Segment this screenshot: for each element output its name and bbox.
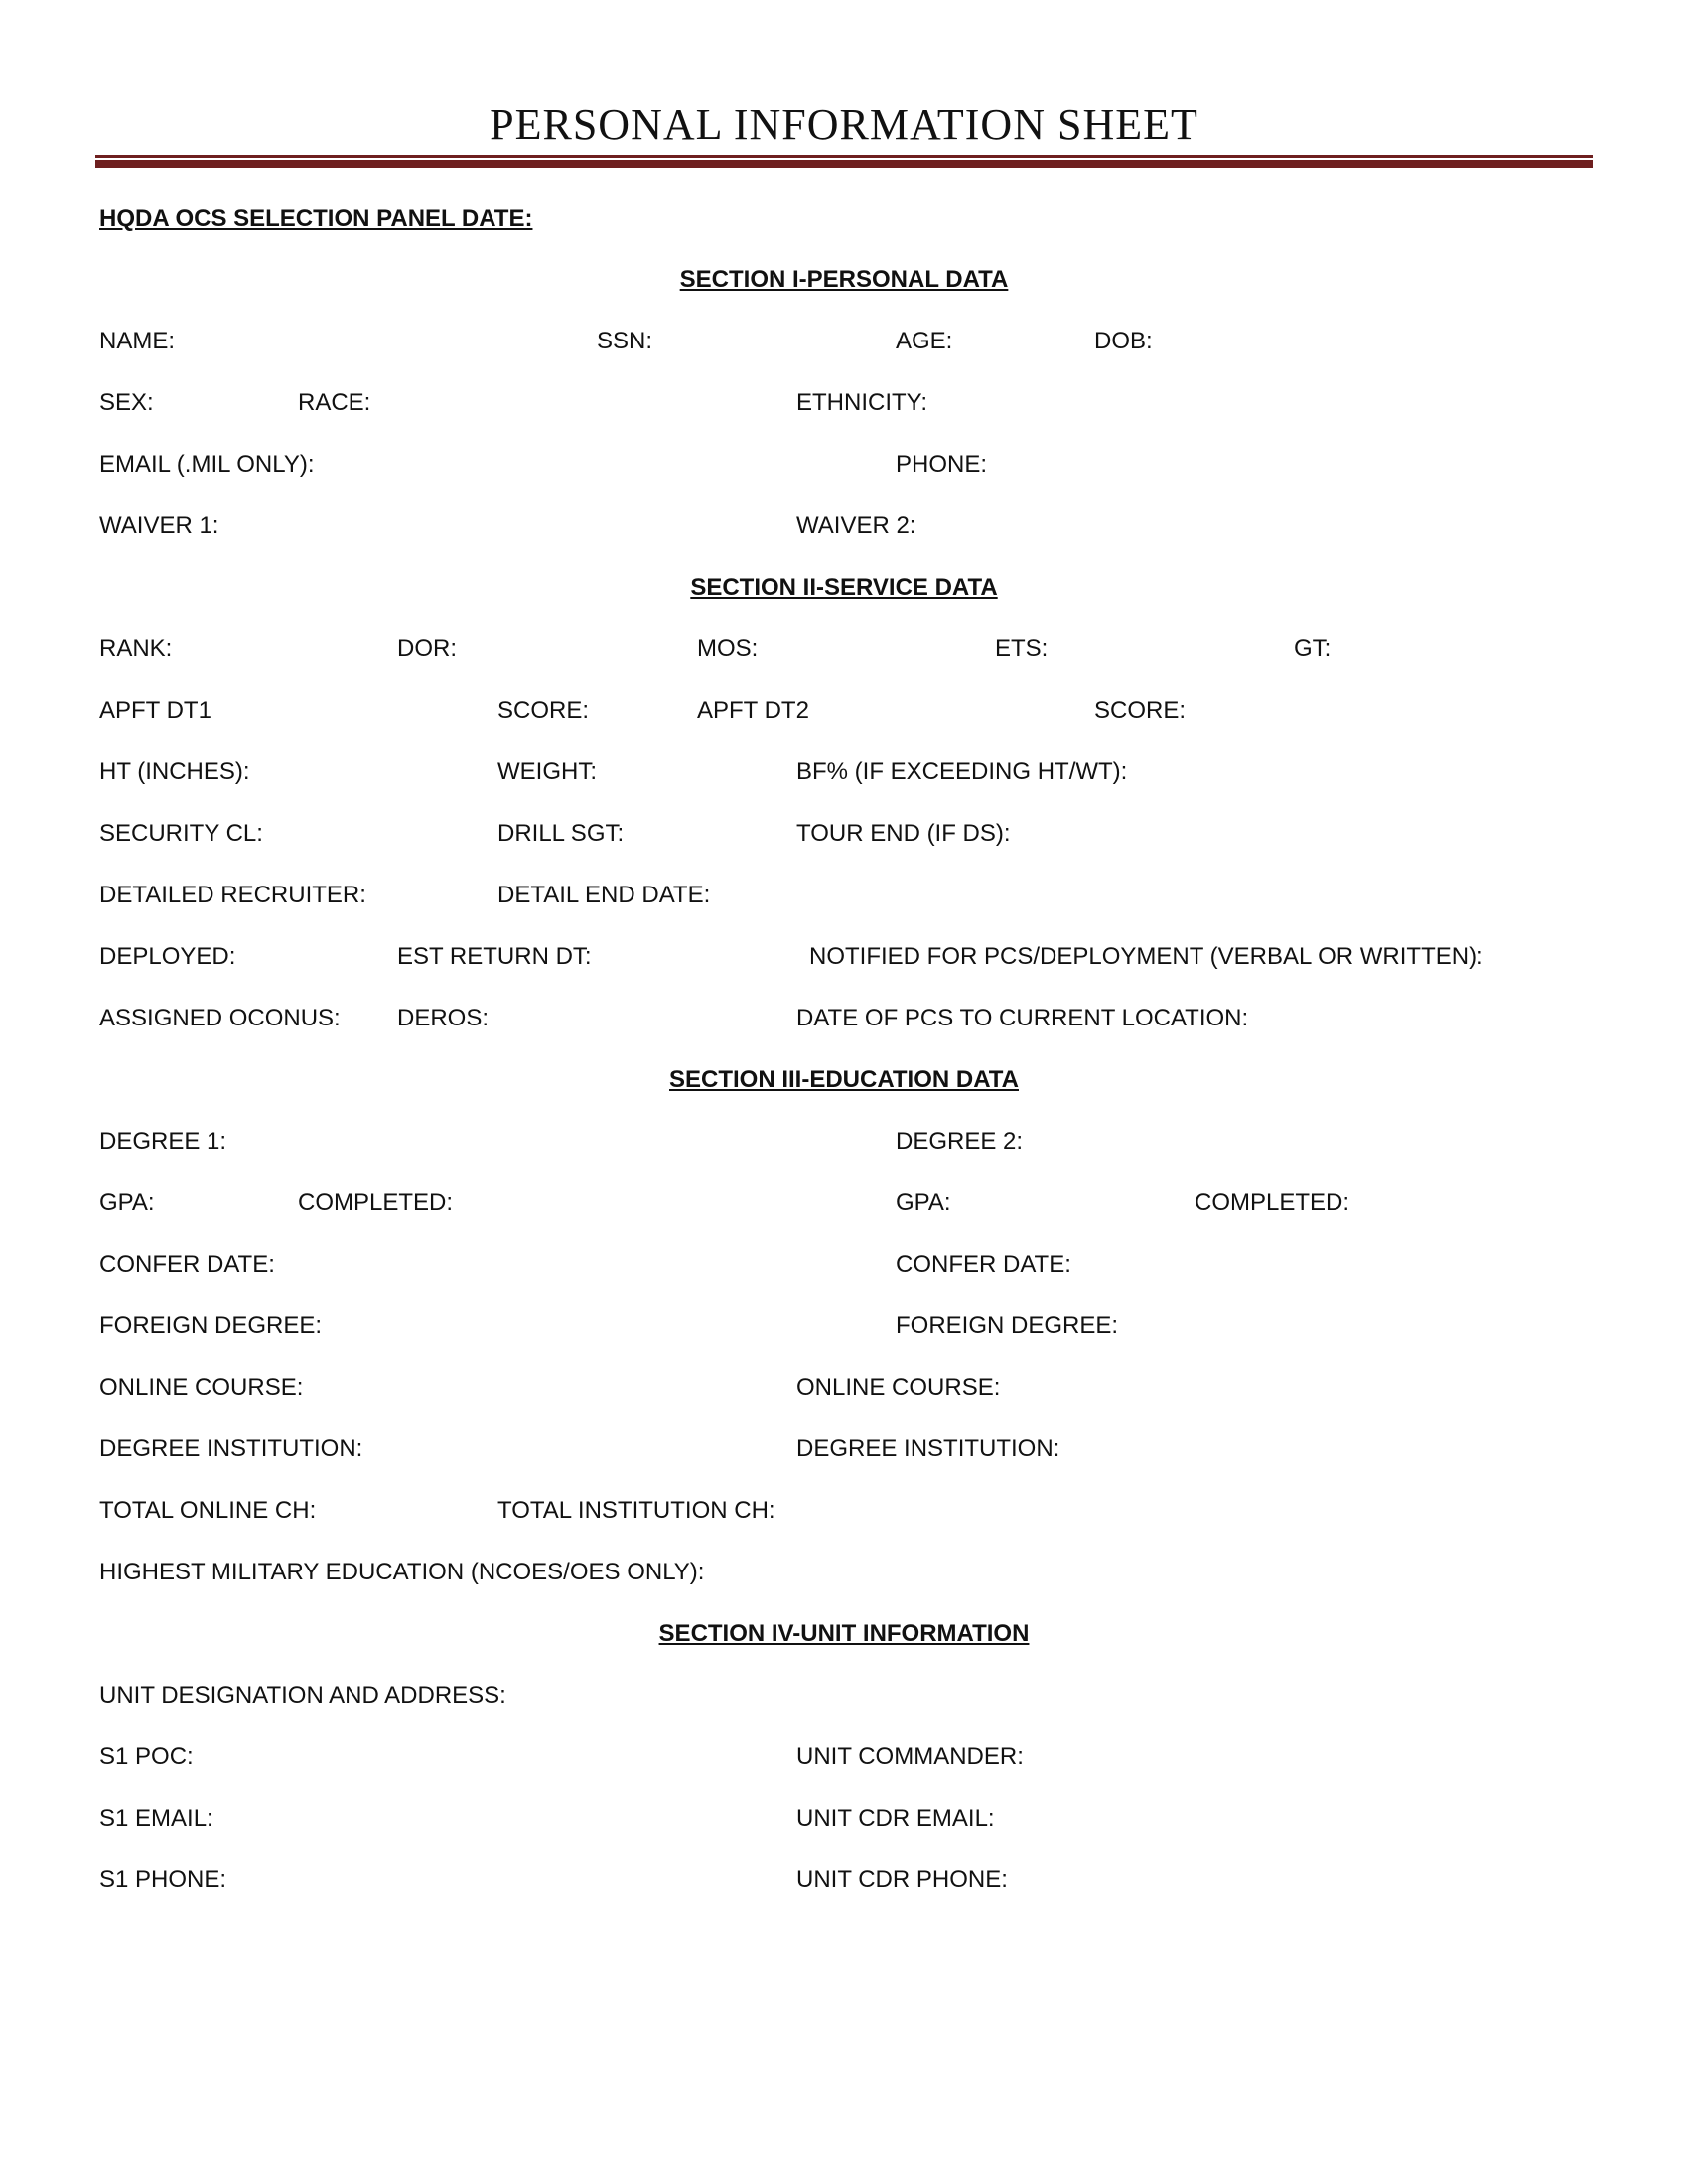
gpa1-label: GPA:: [99, 1189, 155, 1216]
ethnicity-label: ETHNICITY:: [796, 389, 928, 416]
drill-sgt-label: DRILL SGT:: [497, 820, 625, 847]
race-label: RACE:: [298, 389, 371, 416]
mos-label: MOS:: [697, 635, 759, 662]
deros-label: DEROS:: [397, 1005, 490, 1031]
deployed-label: DEPLOYED:: [99, 943, 236, 970]
s1-email-label: S1 EMAIL:: [99, 1805, 213, 1832]
military-education-label: HIGHEST MILITARY EDUCATION (NCOES/OES ONLY):: [99, 1559, 705, 1585]
apft2-label: APFT DT2: [697, 697, 809, 724]
degree2-label: DEGREE 2:: [896, 1128, 1024, 1155]
email-label: EMAIL (.MIL ONLY):: [99, 451, 315, 478]
score2-label: SCORE:: [1094, 697, 1187, 724]
notified-pcs-label: NOTIFIED FOR PCS/DEPLOYMENT (VERBAL OR WRITTEN):: [809, 943, 1483, 970]
tour-end-label: TOUR END (IF DS):: [796, 820, 1011, 847]
title-rule-thin: [95, 155, 1593, 158]
security-clearance-label: SECURITY CL:: [99, 820, 263, 847]
online-course1-label: ONLINE COURSE:: [99, 1374, 304, 1401]
height-label: HT (INCHES):: [99, 758, 250, 785]
total-institution-ch-label: TOTAL INSTITUTION CH:: [497, 1497, 775, 1524]
confer-date2-label: CONFER DATE:: [896, 1251, 1071, 1278]
foreign-degree2-label: FOREIGN DEGREE:: [896, 1312, 1119, 1339]
s1-poc-label: S1 POC:: [99, 1743, 194, 1770]
completed1-label: COMPLETED:: [298, 1189, 454, 1216]
gt-label: GT:: [1294, 635, 1332, 662]
dor-label: DOR:: [397, 635, 457, 662]
unit-commander-label: UNIT COMMANDER:: [796, 1743, 1024, 1770]
completed2-label: COMPLETED:: [1195, 1189, 1350, 1216]
degree-institution1-label: DEGREE INSTITUTION:: [99, 1435, 363, 1462]
confer-date1-label: CONFER DATE:: [99, 1251, 275, 1278]
pcs-date-label: DATE OF PCS TO CURRENT LOCATION:: [796, 1005, 1249, 1031]
waiver2-label: WAIVER 2:: [796, 512, 916, 539]
assigned-oconus-label: ASSIGNED OCONUS:: [99, 1005, 341, 1031]
unit-cdr-email-label: UNIT CDR EMAIL:: [796, 1805, 995, 1832]
bodyfat-label: BF% (IF EXCEEDING HT/WT):: [796, 758, 1128, 785]
section-service-heading: SECTION II-SERVICE DATA: [690, 574, 998, 601]
unit-designation-label: UNIT DESIGNATION AND ADDRESS:: [99, 1682, 506, 1708]
age-label: AGE:: [896, 328, 953, 354]
degree-institution2-label: DEGREE INSTITUTION:: [796, 1435, 1060, 1462]
s1-phone-label: S1 PHONE:: [99, 1866, 227, 1893]
section-personal-heading: SECTION I-PERSONAL DATA: [679, 266, 1009, 293]
foreign-degree1-label: FOREIGN DEGREE:: [99, 1312, 323, 1339]
dob-label: DOB:: [1094, 328, 1153, 354]
phone-label: PHONE:: [896, 451, 988, 478]
detailed-recruiter-label: DETAILED RECRUITER:: [99, 882, 366, 908]
apft1-label: APFT DT1: [99, 697, 211, 724]
title-rule-thick: [95, 160, 1593, 168]
detail-end-date-label: DETAIL END DATE:: [497, 882, 711, 908]
ets-label: ETS:: [995, 635, 1049, 662]
panel-date-label: HQDA OCS SELECTION PANEL DATE:: [99, 205, 533, 232]
unit-cdr-phone-label: UNIT CDR PHONE:: [796, 1866, 1008, 1893]
total-online-ch-label: TOTAL ONLINE CH:: [99, 1497, 317, 1524]
section-education-heading: SECTION III-EDUCATION DATA: [669, 1066, 1019, 1093]
est-return-label: EST RETURN DT:: [397, 943, 592, 970]
page-title: PERSONAL INFORMATION SHEET: [490, 100, 1198, 149]
online-course2-label: ONLINE COURSE:: [796, 1374, 1001, 1401]
section-unit-heading: SECTION IV-UNIT INFORMATION: [658, 1620, 1030, 1647]
ssn-label: SSN:: [597, 328, 653, 354]
name-label: NAME:: [99, 328, 176, 354]
sex-label: SEX:: [99, 389, 154, 416]
weight-label: WEIGHT:: [497, 758, 597, 785]
score1-label: SCORE:: [497, 697, 590, 724]
rank-label: RANK:: [99, 635, 173, 662]
gpa2-label: GPA:: [896, 1189, 951, 1216]
degree1-label: DEGREE 1:: [99, 1128, 227, 1155]
waiver1-label: WAIVER 1:: [99, 512, 219, 539]
